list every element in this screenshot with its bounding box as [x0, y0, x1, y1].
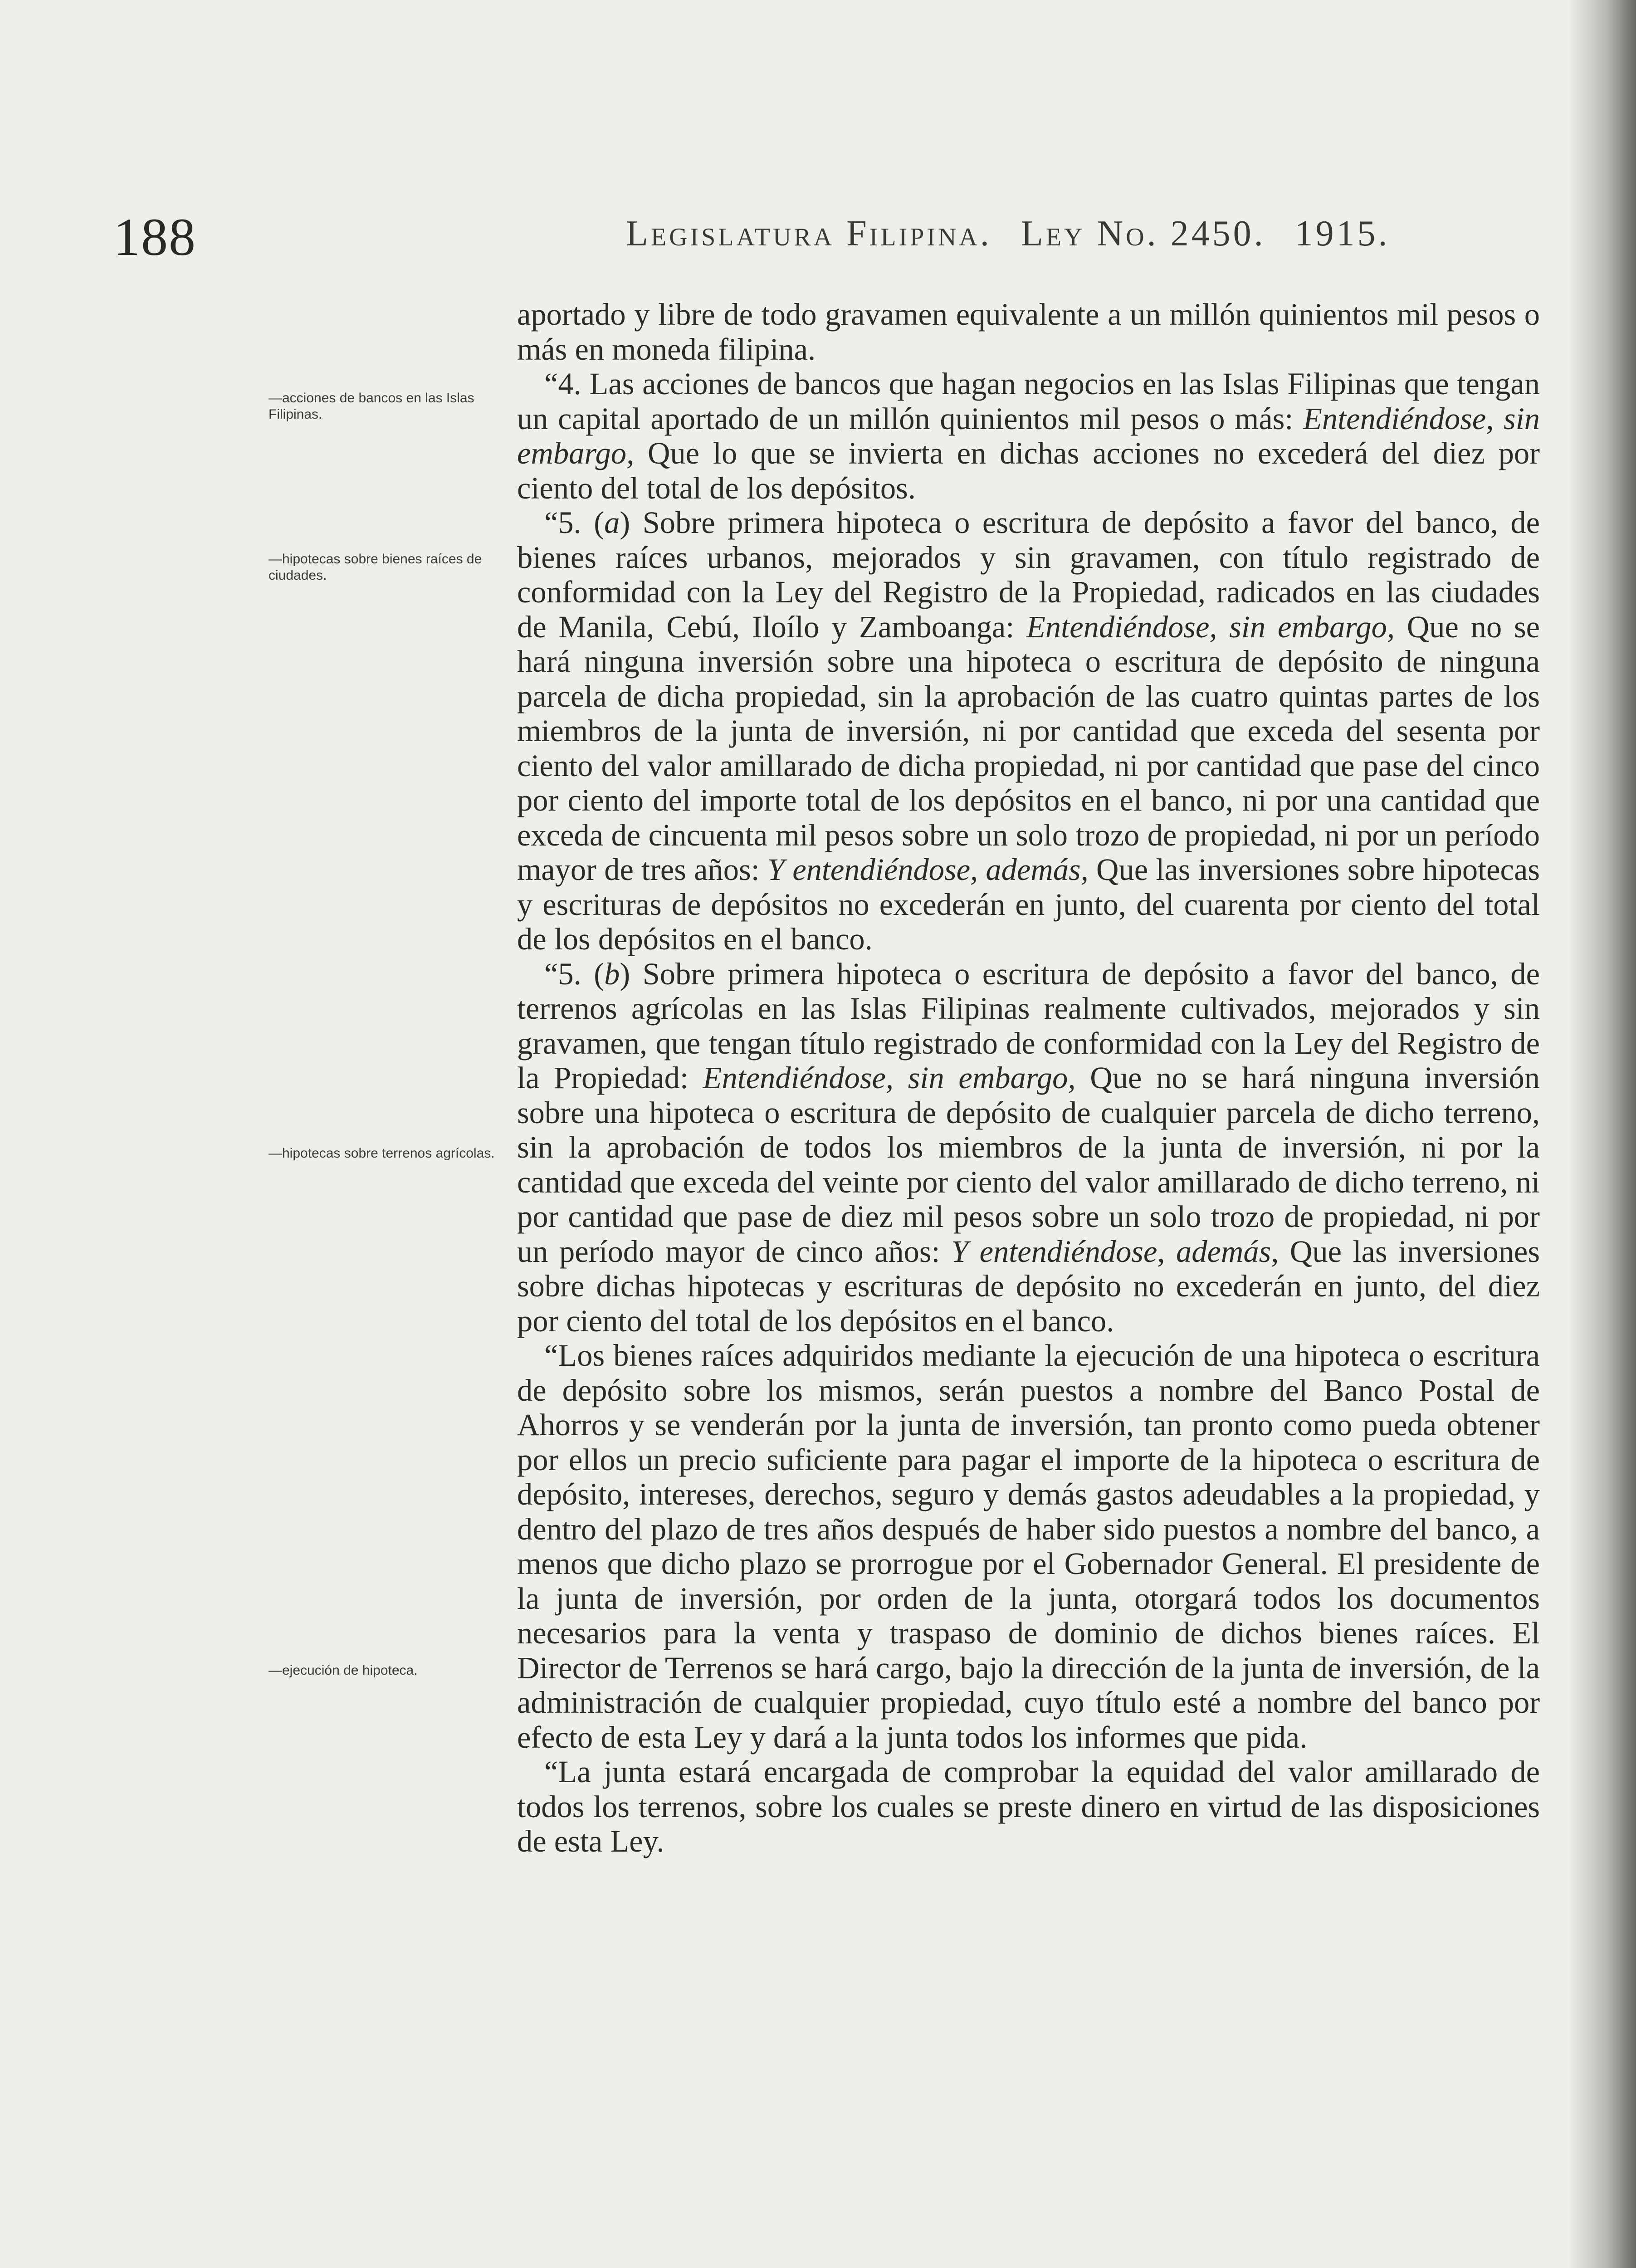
- paragraph-item-4: [517, 367, 1540, 505]
- paragraph-ejecucion: “Los bienes raíces adquiridos mediante la ejecución de una hipoteca o escritura de depósito sobre los mismos, serán puestos a nombre del Banco Postal de Ahorros y se venderán por la junta de inversión, tan pronto como pueda obtener por ellos un precio suficiente para pagar el importe de la hipoteca o escritura de depósito, intereses, derechos, seguro y demás gastos adeudables a la propiedad, y dentro del plazo de tres años después de haber sido puestos a nombre del banco, a menos que dicho plazo se prorrogue por el Gobernador General. El presidente de la junta de inversión, por orden de la junta, otorgará todos los documentos necesarios para la venta y traspaso de dominio de dichos bienes raíces. El Director de Terrenos se hará cargo, bajo la dirección de la junta de inversión, de la administración de cualquier propiedad, cuyo título esté a nombre del banco por efecto de esta Ley y dará a la junta todos los informes que pida.: [517, 1338, 1540, 1755]
- text-run: “5. (: [544, 956, 605, 991]
- text-run: Que lo que se invierta en dichas acciones no excederá del diez por ciento del total de los depósitos.: [517, 436, 1540, 505]
- margin-note-ejecucion: —ejecución de hipoteca.: [269, 1663, 418, 1678]
- paragraph-junta: “La junta estará encargada de comprobar la equidad del valor amillarado de todos los terrenos, sobre los cuales se preste dinero en virtud de las disposiciones de esta Ley.: [517, 1755, 1540, 1858]
- italic-run: Y entendiéndose, además,: [951, 1234, 1279, 1269]
- paragraph-item-5b: [517, 957, 1540, 1339]
- text-run: Que las inversiones sobre hipotecas y escrituras de depósitos no excederán en junto, del cuarenta por ciento del total de los depósitos en el banco.: [517, 852, 1540, 956]
- margin-note-acciones: —acciones de bancos en las Islas Filipinas.: [269, 391, 474, 422]
- italic-run: Entendiéndose, sin embargo,: [1026, 609, 1395, 644]
- italic-run: Entendiéndose, sin embargo,: [517, 401, 1540, 470]
- paragraph-continuation: aportado y libre de todo gravamen equivalente a un millón quinientos mil pesos o más en moneda filipina.: [517, 297, 1540, 367]
- margin-note-hipotecas-agricolas: —hipotecas sobre terrenos agrícolas.: [269, 1146, 495, 1161]
- italic-run: Entendiéndose, sin embargo,: [703, 1061, 1076, 1095]
- running-head-year: 1915.: [1294, 214, 1390, 254]
- text-run: “5. (: [544, 505, 605, 540]
- page-number: 188: [113, 207, 196, 267]
- running-head-law: Ley No. 2450.: [1021, 214, 1266, 254]
- margin-note-hipotecas-urbanas: —hipotecas sobre bienes raíces de ciudades.: [269, 552, 482, 583]
- body-text: [517, 297, 1540, 1859]
- text-run: Que las inversiones sobre dichas hipotecas y escrituras de depósito no excederán en junto, del diez por ciento del total de los depósitos en el banco.: [517, 1234, 1540, 1338]
- text-run: Que no se hará ninguna inversión sobre una hipoteca o escritura de depósito de ninguna parcela de dicha propiedad, sin la aprobación de las cuatro quintas partes de los miembros de la junta de inversión, ni por cantidad que exceda del sesenta por ciento del valor amillarado de dicha propiedad, ni por cantidad que pase del cinco por ciento del importe total de los depósitos en el banco, ni por una cantidad que exceda de cincuenta mil pesos sobre un solo trozo de propiedad, ni por un período mayor de tres años:: [517, 609, 1540, 887]
- text-run: ) Sobre primera hipoteca o escritura de depósito a favor del banco, de terrenos agrícolas en las Islas Filipinas realmente cultivados, mejorados y sin gravamen, que tengan título registrado de conformidad con la Ley del Registro de la Propiedad:: [517, 956, 1540, 1095]
- italic-run: Y entendiéndose, además,: [767, 852, 1089, 887]
- text-run: Que no se hará ninguna inversión sobre una hipoteca o escritura de depósito de cualquier parcela de dicho terreno, sin la aprobación de todos los miembros de la junta de inversión, ni por la cantidad que exceda del veinte por ciento del valor amillarado de dicho terreno, ni por cantidad que pase de diez mil pesos sobre un solo trozo de propiedad, ni por un período mayor de cinco años:: [517, 1061, 1540, 1269]
- italic-run: a: [604, 505, 620, 540]
- text-run: ) Sobre primera hipoteca o escritura de depósito a favor del banco, de bienes raíces urbanos, mejorados y sin gravamen, con título registrado de conformidad con la Ley del Registro de la Propiedad, radicados en las ciudades de Manila, Cebú, Iloílo y Zamboanga:: [517, 505, 1540, 644]
- page-edge-shadow: [1568, 0, 1636, 2268]
- text-run: “4. Las acciones de bancos que hagan negocios en las Islas Filipinas que tengan un capital aportado de un millón quinientos mil pesos o más:: [517, 367, 1540, 436]
- italic-run: b: [604, 956, 620, 991]
- paragraph-item-5a: [517, 505, 1540, 957]
- running-head-title: Legislatura Filipina.: [626, 214, 992, 254]
- running-head: [626, 213, 1407, 254]
